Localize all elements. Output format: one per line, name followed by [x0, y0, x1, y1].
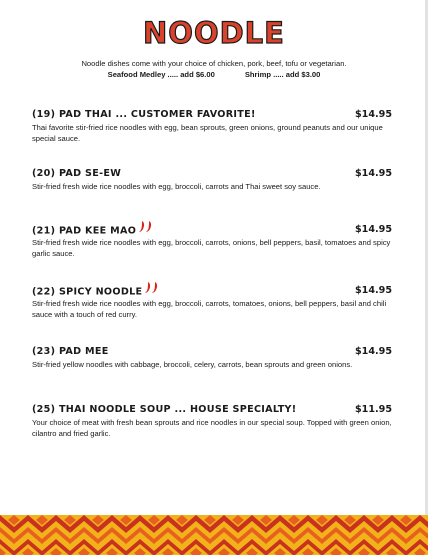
- intro: [0, 58, 428, 80]
- item-description: Stir-fried fresh wide rice noodles with egg, broccoli, carrots, tomatoes, onions, bell peppers, basil and chili sauce with a touch of red curry.: [32, 299, 387, 319]
- item-price: $14.95: [354, 285, 392, 296]
- item-description: Stir-fried fresh wide rice noodles with egg, broccoli, carrots and Thai sweet soy sauce.: [32, 182, 321, 191]
- item-name: (19) PAD THAI ... CUSTOMER FAVORITE!: [32, 109, 256, 120]
- decorative-border-pattern: [0, 515, 428, 555]
- item-name: (21) PAD KEE MAO: [32, 225, 137, 237]
- item-price: $14.95: [354, 168, 392, 179]
- menu-item: [32, 108, 392, 144]
- addon-seafood: Seafood Medley ..... add $6.00: [107, 70, 215, 79]
- item-name-row: [32, 223, 155, 239]
- menu-item: [32, 345, 392, 371]
- item-name: (25) THAI NOODLE SOUP ... HOUSE SPECIALTY!: [32, 404, 297, 415]
- chili-pepper-icon: [145, 281, 161, 299]
- menu-item: [32, 167, 392, 193]
- chili-pepper-icon: [139, 220, 155, 238]
- addon-shrimp: Shrimp ..... add $3.00: [244, 70, 321, 79]
- menu-item: [32, 284, 392, 320]
- item-description: Stir-fried yellow noodles with cabbage, broccoli, celery, carrots, bean sprouts and green onions.: [32, 360, 353, 369]
- item-description: Thai favorite stir-fried rice noodles with egg, bean sprouts, green onions, ground peanuts and our unique special sauce.: [32, 123, 383, 143]
- item-price: $14.95: [354, 346, 392, 357]
- menu-item: [32, 223, 392, 259]
- menu-item: [32, 403, 392, 439]
- item-description: Stir-fried fresh wide rice noodles with egg, broccoli, carrots, onions, bell peppers, basil, tomatoes and spicy garlic sauce.: [32, 238, 391, 258]
- item-name: (20) PAD SE-EW: [32, 168, 122, 179]
- item-name-row: [32, 284, 161, 300]
- item-name: (22) SPICY NOODLE: [32, 286, 143, 298]
- item-price: $14.95: [354, 109, 392, 120]
- item-price: $14.95: [354, 224, 392, 235]
- page-title: NOODLE: [143, 16, 285, 50]
- intro-text: Noodle dishes come with your choice of chicken, pork, beef, tofu or vegetarian.: [81, 59, 347, 68]
- item-name: (23) PAD MEE: [32, 346, 109, 357]
- item-price: $11.95: [354, 404, 392, 415]
- addons: [0, 69, 428, 80]
- item-description: Your choice of meat with fresh bean sprouts and rice noodles in our special soup. Topped with green onion, cilantro and fried garlic.: [32, 418, 392, 438]
